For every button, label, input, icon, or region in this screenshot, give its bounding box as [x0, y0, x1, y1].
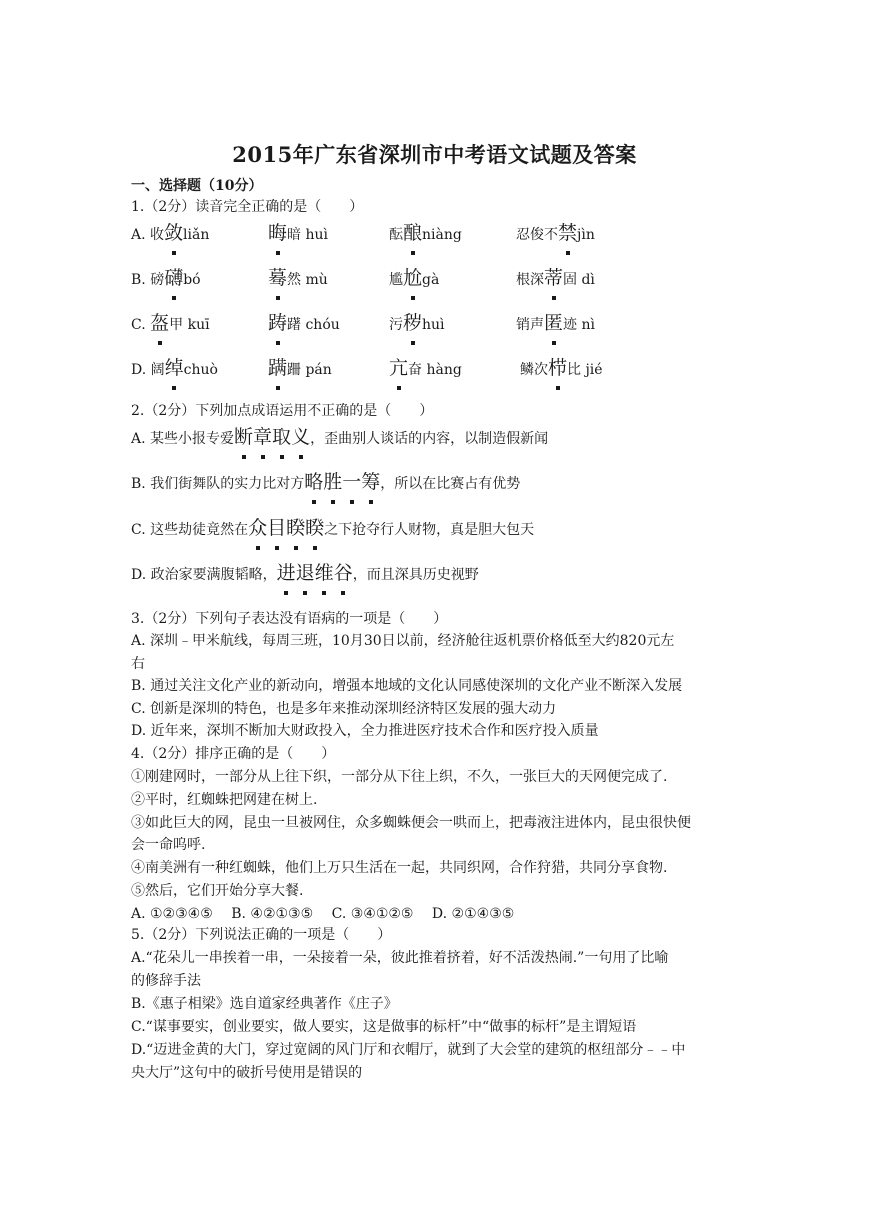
option-text: chuò	[183, 362, 218, 378]
option-text: 然 mù	[287, 272, 328, 288]
q2-option	[131, 563, 479, 585]
emphasized-character: 众	[248, 517, 268, 539]
option-text: ，歪曲别人谈话的内容，以制造假新闻	[310, 431, 549, 447]
q5-option-line: C.“谋事要实，创业要实，做人要实，这是做事的标杆”中“做事的标杆”是主谓短语	[131, 1019, 637, 1035]
emphasized-character: 胜	[323, 471, 343, 493]
q1-option-item	[131, 268, 201, 290]
q1-option-item	[268, 313, 340, 335]
emphasized-character: 睽	[305, 517, 325, 539]
emphasized-character: 谷	[333, 562, 353, 584]
emphasized-character: 踌	[268, 312, 288, 334]
q3-option-line: A. 深圳﹣甲米航线，每周三班，10月30日以前，经济舱往返机票价格低至大约820元左	[131, 633, 675, 649]
emphasized-character: 目	[267, 517, 287, 539]
option-text: 根深	[516, 272, 544, 288]
emphasized-character: 断	[234, 426, 254, 448]
page-title: 2015年广东省深圳市中考语文试题及答案	[232, 142, 637, 167]
option-text: 暗 huì	[287, 227, 328, 243]
q1-option-item	[520, 358, 603, 380]
q3-option-line: 右	[131, 655, 145, 672]
option-text: D. 政治家要满腹韬略，	[131, 567, 277, 583]
option-text: 之下抢夺行人财物，真是胆大包天	[324, 522, 535, 538]
emphasized-character: 酿	[403, 222, 423, 244]
option-text: 甲 kuī	[169, 317, 210, 333]
emphasized-character: 绰	[164, 357, 184, 379]
option-text: bó	[183, 272, 201, 288]
section-heading-choice: 一、选择题（10分）	[131, 178, 263, 194]
q1-option-item	[268, 358, 332, 380]
emphasized-character: 匿	[544, 312, 564, 334]
q4-line: ①刚建网时，一部分从上往下织，一部分从下往上织，不久，一张巨大的天网便完成了.	[131, 769, 668, 785]
q5-option-line: D.“迈进金黄的大门，穿过宽阔的风门厅和衣帽厅，就到了大会堂的建筑的枢纽部分﹣﹣中	[131, 1042, 686, 1058]
emphasized-character: 秽	[403, 312, 423, 334]
emphasized-character: 取	[272, 426, 292, 448]
emphasized-character: 晦	[268, 222, 288, 244]
emphasized-character: 蓦	[268, 267, 288, 289]
q5-stem: 5.（2分）下列说法正确的一项是（ ）	[131, 927, 392, 943]
emphasized-character: 亢	[389, 357, 409, 379]
q2-stem: 2.（2分）下列加点成语运用不正确的是（ ）	[131, 403, 434, 419]
option-text: huì	[422, 317, 445, 333]
option-text: jìn	[577, 227, 595, 243]
q1-option-item	[131, 223, 209, 245]
q3-option-line: C. 创新是深圳的特色，也是多年来推动深圳经济特区发展的强大动力	[131, 700, 557, 717]
q5-option-line: A.“花朵儿一串挨着一串，一朵接着一朵，彼此推着挤着，好不活泼热闹.”一句用了比喻	[131, 950, 669, 966]
q1-option-item	[268, 268, 328, 290]
q4-line: ②平时，红蜘蛛把网建在树上.	[131, 791, 318, 808]
q4-line: A. ①②③④⑤ B. ④②①③⑤ C. ③④①②⑤ D. ②①④③⑤	[131, 905, 515, 922]
option-text: A. 收	[131, 227, 165, 243]
q1-option-item	[516, 313, 595, 335]
option-text: ，所以在比赛占有优势	[380, 476, 521, 492]
emphasized-character: 栉	[548, 357, 568, 379]
emphasized-character: 筹	[361, 471, 381, 493]
option-text: 尴	[389, 272, 403, 288]
option-text: 污	[389, 317, 403, 333]
q5-option-line: 央大厅”这句中的破折号使用是错误的	[131, 1065, 363, 1081]
emphasized-character: 维	[314, 562, 334, 584]
q4-line: ⑤然后，它们开始分享大餐.	[131, 883, 304, 899]
q4-line: 会一命呜呼.	[131, 837, 206, 854]
emphasized-character: 进	[276, 562, 296, 584]
q5-option-line: 的修辞手法	[131, 973, 201, 989]
emphasized-character: 章	[253, 426, 273, 448]
option-text: B. 我们街舞队的实力比对方	[131, 476, 305, 492]
option-text: A. 某些小报专爱	[131, 431, 235, 447]
q1-stem: 1.（2分）读音完全正确的是（ ）	[131, 199, 364, 215]
q4-line: ③如此巨大的网，昆虫一旦被网住，众多蜘蛛便会一哄而上，把毒液注进体内，昆虫很快便	[131, 814, 691, 831]
emphasized-character: 礴	[164, 267, 184, 289]
q3-option-line: D. 近年来，深圳不断加大财政投入，全力推进医疗技术合作和医疗投入质量	[131, 723, 599, 739]
q1-option-item	[516, 268, 595, 290]
option-text: 鳞次	[520, 362, 548, 378]
option-text: 忍俊不	[516, 227, 558, 243]
q4-line: ④南美洲有一种红蜘蛛，他们上万只生活在一起，共同织网，合作狩猎，共同分享食物.	[131, 860, 668, 877]
q3-option-line: B. 通过关注文化产业的新动向，增强本地域的文化认同感使深圳的文化产业不断深入发展	[131, 678, 683, 694]
option-text: C.	[131, 317, 151, 333]
option-text: B. 磅	[131, 272, 165, 288]
option-text: gà	[422, 272, 440, 288]
option-text: ，而且深具历史视野	[352, 567, 479, 583]
emphasized-character: 退	[295, 562, 315, 584]
q2-option	[131, 518, 534, 540]
q1-option-item	[516, 223, 595, 245]
q1-option-item	[389, 268, 439, 290]
option-text: 销声	[516, 317, 544, 333]
q2-option	[131, 427, 548, 449]
emphasized-character: 略	[304, 471, 324, 493]
q3-stem: 3.（2分）下列句子表达没有语病的一项是（ ）	[131, 611, 448, 627]
option-text: 躇 chóu	[287, 317, 340, 333]
emphasized-character: 蒂	[544, 267, 564, 289]
emphasized-character: 蹒	[268, 357, 288, 379]
emphasized-character: 敛	[164, 222, 184, 244]
emphasized-character: 睽	[286, 517, 306, 539]
option-text: 迹 nì	[563, 317, 595, 333]
option-text: 固 dì	[563, 272, 595, 288]
q4-stem: 4.（2分）排序正确的是（ ）	[131, 746, 336, 762]
q1-option-item	[131, 358, 218, 380]
q5-option-line: B.《惠子相梁》选自道家经典著作《庄子》	[131, 996, 398, 1012]
option-text: 跚 pán	[287, 362, 332, 378]
option-text: 比 jié	[567, 362, 603, 378]
emphasized-character: 义	[291, 426, 311, 448]
option-text: niàng	[422, 227, 462, 243]
q2-option	[131, 472, 520, 494]
q1-option-item	[131, 313, 210, 335]
emphasized-character: 尬	[403, 267, 423, 289]
q1-option-item	[389, 223, 462, 245]
option-text: liǎn	[183, 227, 210, 243]
option-text: 奋 hàng	[408, 362, 462, 378]
option-text: 酝	[389, 227, 403, 243]
q1-option-item	[389, 313, 445, 335]
emphasized-character: 一	[342, 471, 362, 493]
q1-option-item	[268, 223, 328, 245]
emphasized-character: 盔	[150, 312, 170, 334]
emphasized-character: 禁	[558, 222, 578, 244]
option-text: D. 阔	[131, 362, 165, 378]
option-text: C. 这些劫徒竟然在	[131, 522, 249, 538]
q1-option-item	[389, 358, 462, 380]
